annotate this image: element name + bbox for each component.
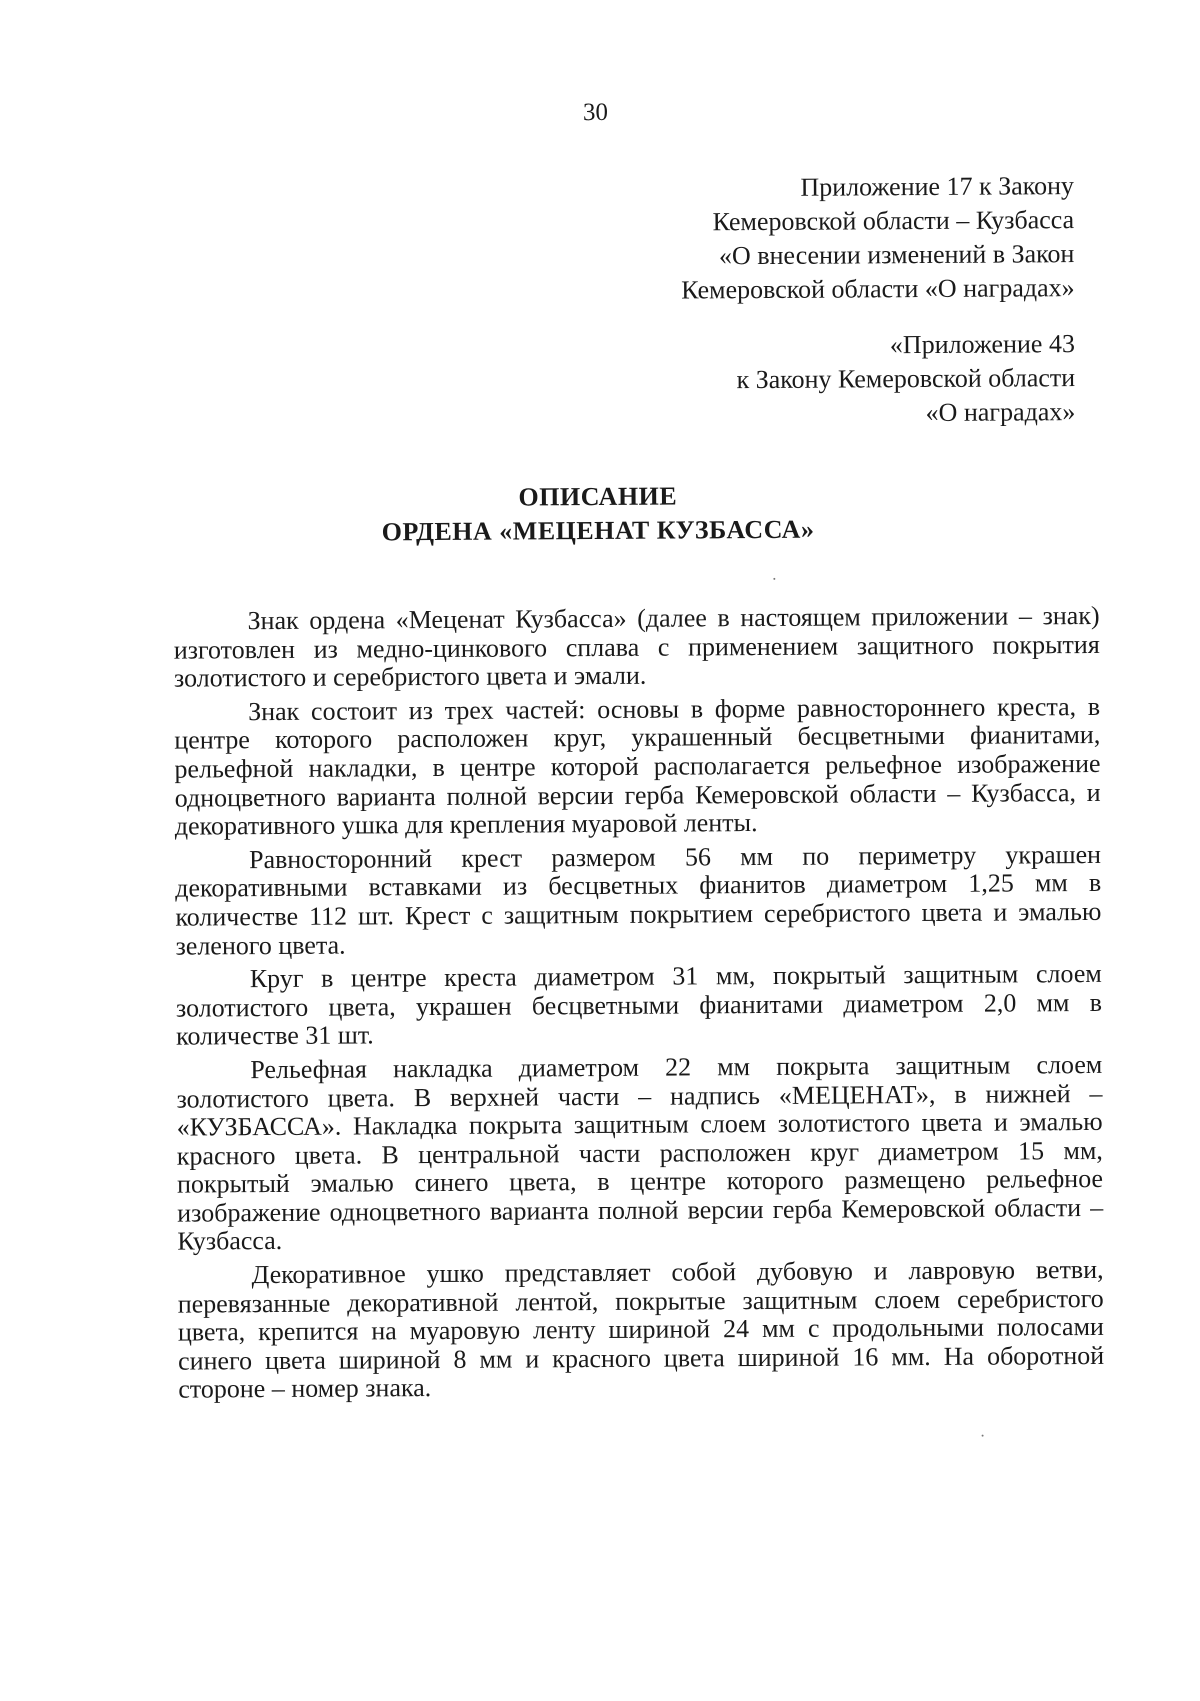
appendix-43-line: «Приложение 43	[889, 329, 1076, 360]
appendix-17-header	[680, 169, 1074, 307]
scan-speck	[773, 578, 775, 580]
appendix-43-header	[736, 327, 1075, 431]
scan-speck	[982, 1435, 984, 1437]
paragraph: Знак состоит из трех частей: основы в форме равностороннего креста, в центре которого расположен круг, украшенный бесцветными фианитами, рельефной накладки, в центре которой располагается рельефное изображение одноцветного варианта полной версии герба Кемеровской области – Кузбасса, и декоративного ушка для крепления муаровой ленты.	[174, 691, 1101, 841]
page-number: 30	[582, 98, 609, 127]
document-title	[0, 476, 1198, 551]
description-body	[174, 602, 1105, 1405]
title-line-description: ОПИСАНИЕ	[518, 481, 678, 512]
paragraph: Равносторонний крест размером 56 мм по периметру украшен декоративными вставками из бесцветных фианитов диаметром 1,25 мм в количестве 112 шт. Крест с защитным покрытием серебристого цвета и эмалью зеленого цвета.	[175, 839, 1102, 961]
paragraph: Рельефная накладка диаметром 22 мм покрыта защитным слоем золотистого цвета. В верхней части – надпись «МЕЦЕНАТ», в нижней – «КУЗБАССА». Накладка покрыта защитным слоем золотистого цвета и эмалью красного цвета. В центральной части расположен круг диаметром 15 мм, покрытый эмалью синего цвета, в центре которого размещено рельефное изображение одноцветного варианта полной версии герба Кемеровской области – Кузбасса.	[176, 1049, 1104, 1257]
paragraph: Декоративное ушко представляет собой дубовую и лавровую ветви, перевязанные декоративной лентой, покрытые защитным слоем серебристого цвета, крепится на муаровую ленту шириной 24 мм с продольными полосами синего цвета шириной 8 мм и красного цвета шириной 16 мм. На оборотной стороне – номер знака.	[177, 1254, 1105, 1405]
appendix-43-line: «О наградах»	[925, 397, 1076, 428]
paragraph: Круг в центре креста диаметром 31 мм, покрытый защитным слоем золотистого цвета, украшен бесцветными фианитами диаметром 2,0 мм в количестве 31 шт.	[175, 959, 1103, 1051]
paragraph: Знак ордена «Меценат Кузбасса» (далее в настоящем приложении – знак) изготовлен из медно-цинкового сплава с применением защитного покрытия золотистого и серебристого цвета и эмали.	[173, 600, 1100, 693]
appendix-17-line: Кемеровской области – Кузбасса	[712, 205, 1075, 237]
appendix-17-line: Приложение 17 к Закону	[800, 171, 1075, 202]
appendix-17-line: Кемеровской области «О наградах»	[681, 273, 1075, 305]
appendix-17-line: «О внесении изменений в Закон	[718, 239, 1075, 271]
appendix-43-line: к Закону Кемеровской области	[736, 363, 1076, 395]
title-line-order-name: ОРДЕНА «МЕЦЕНАТ КУЗБАССА»	[381, 514, 815, 547]
